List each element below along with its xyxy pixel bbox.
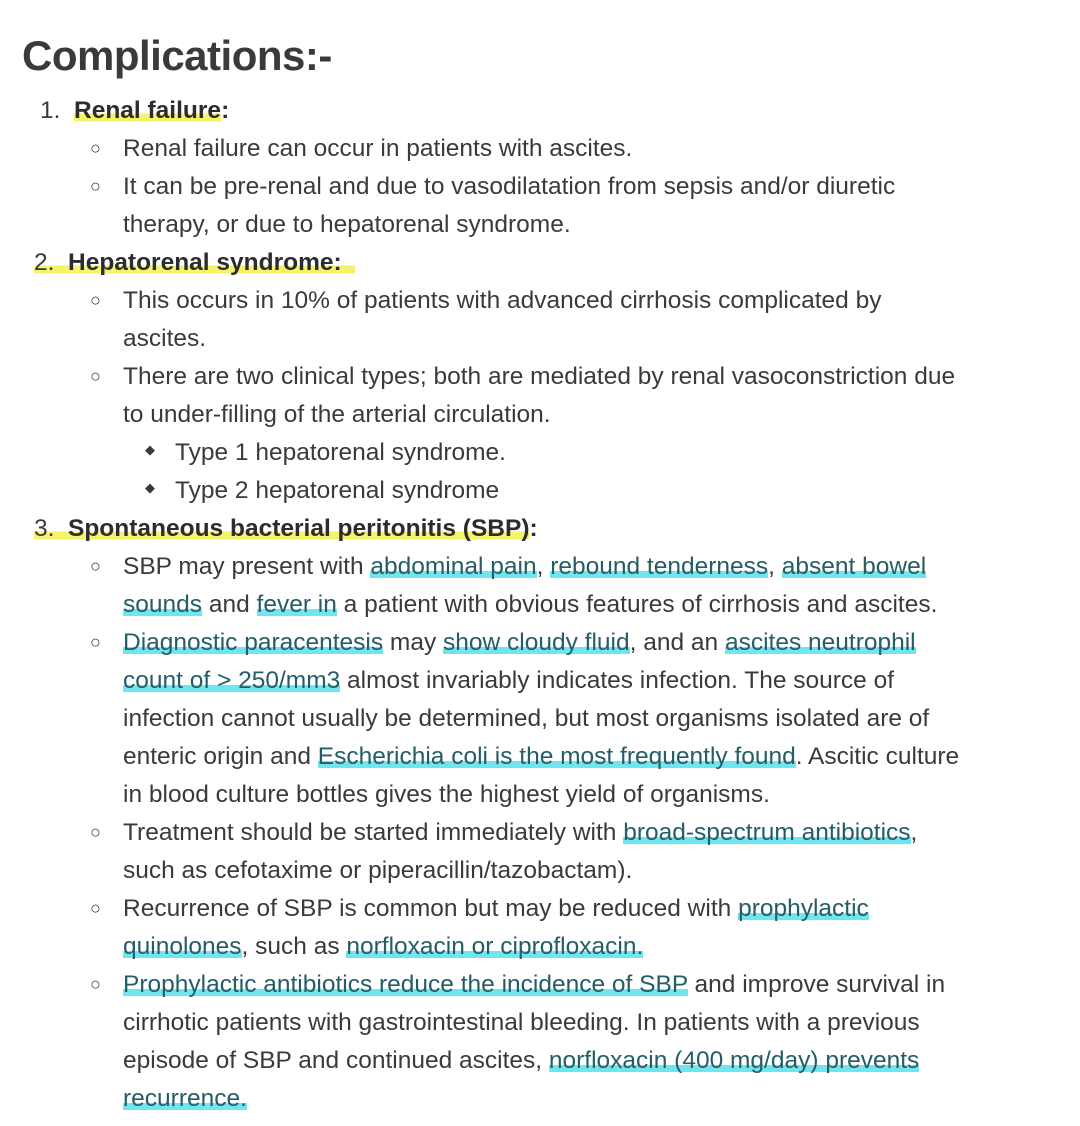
highlight: Prophylactic antibiotics reduce the incidence of SBP <box>123 971 688 998</box>
text: , <box>536 553 551 580</box>
highlight: fever in <box>256 591 337 618</box>
highlight: norfloxacin (400 mg/day) prevents <box>548 1047 920 1074</box>
text: , <box>768 553 782 580</box>
list-item-continuation <box>123 586 937 624</box>
list-item-continuation: infection cannot usually be determined, but most organisms isolated are of <box>123 705 930 732</box>
heading-text: Renal failure <box>74 97 222 124</box>
highlight: prophylactic <box>738 895 869 922</box>
text: , <box>910 819 918 846</box>
heading-text: Hepatorenal syndrome: <box>68 249 342 276</box>
section-heading-renal-failure <box>40 92 229 130</box>
heading-text: Spontaneous bacterial peritonitis (SBP) <box>68 515 530 542</box>
circle-bullet-icon: ○ <box>90 290 101 310</box>
section-number: 1. <box>40 97 61 124</box>
list-item: It can be pre-renal and due to vasodilatation from sepsis and/or diuretic <box>123 173 896 200</box>
list-item <box>123 814 917 852</box>
text: episode of SBP and continued ascites, <box>123 1047 549 1074</box>
list-item <box>123 624 916 662</box>
list-item: There are two clinical types; both are mediated by renal vasoconstriction due <box>123 363 956 390</box>
sub-list-item: Type 1 hepatorenal syndrome. <box>175 439 506 466</box>
text: may <box>383 629 444 656</box>
sub-list-item: Type 2 hepatorenal syndrome <box>175 477 500 504</box>
section-heading-hepatorenal <box>34 244 355 282</box>
text: almost invariably indicates infection. The source of <box>340 667 895 694</box>
list-item: Renal failure can occur in patients with ascites. <box>123 135 633 162</box>
circle-bullet-icon: ○ <box>90 898 101 918</box>
list-item-continuation: to under-filling of the arterial circulation. <box>123 401 551 428</box>
highlight: ascites neutrophil <box>724 629 916 656</box>
heading-suffix: : <box>529 515 538 542</box>
text: . Ascitic culture <box>795 743 960 770</box>
highlight: quinolones <box>123 933 242 960</box>
highlight: broad-spectrum antibiotics <box>623 819 911 846</box>
list-item-continuation <box>123 1042 919 1080</box>
section-number: 2. <box>34 249 55 276</box>
highlight: recurrence. <box>123 1085 247 1112</box>
list-item: This occurs in 10% of patients with advanced cirrhosis complicated by <box>123 287 882 314</box>
circle-bullet-icon: ○ <box>90 974 101 994</box>
circle-bullet-icon: ○ <box>90 632 101 652</box>
list-item-continuation <box>123 928 643 966</box>
highlight: Diagnostic paracentesis <box>123 629 384 656</box>
diamond-bullet-icon: ◆ <box>145 480 155 495</box>
heading-suffix: : <box>221 97 230 124</box>
list-item-continuation <box>123 1080 247 1118</box>
highlight: Escherichia coli is the most frequently found <box>317 743 796 770</box>
section-number: 3. <box>34 515 55 542</box>
highlight: rebound tenderness <box>550 553 769 580</box>
circle-bullet-icon: ○ <box>90 556 101 576</box>
highlight: absent bowel <box>781 553 927 580</box>
text: Recurrence of SBP is common but may be reduced with <box>123 895 739 922</box>
list-item-continuation: ascites. <box>123 325 207 352</box>
text: and <box>202 591 257 618</box>
list-item-continuation <box>123 662 894 700</box>
highlight: show cloudy fluid <box>443 629 630 656</box>
circle-bullet-icon: ○ <box>90 366 101 386</box>
text: , and an <box>629 629 725 656</box>
list-item <box>123 890 869 928</box>
highlight: norfloxacin or ciprofloxacin. <box>346 933 644 960</box>
text: , such as <box>241 933 347 960</box>
diamond-bullet-icon: ◆ <box>145 442 155 457</box>
section-heading-sbp <box>34 510 538 548</box>
text: SBP may present with <box>123 553 371 580</box>
text: a patient with obvious features of cirrhosis and ascites. <box>336 591 938 618</box>
circle-bullet-icon: ○ <box>90 822 101 842</box>
list-item-continuation: cirrhotic patients with gastrointestinal bleeding. In patients with a previous <box>123 1009 920 1036</box>
text: and improve survival in <box>687 971 946 998</box>
text: enteric origin and <box>123 743 318 770</box>
page-title: Complications:- <box>22 32 332 79</box>
highlight: count of > 250/mm3 <box>123 667 341 694</box>
circle-bullet-icon: ○ <box>90 138 101 158</box>
list-item <box>123 548 926 586</box>
text: Treatment should be started immediately with <box>123 819 624 846</box>
list-item-continuation <box>123 738 959 776</box>
highlight: abdominal pain <box>370 553 537 580</box>
list-item <box>123 966 945 1004</box>
circle-bullet-icon: ○ <box>90 176 101 196</box>
list-item-continuation: therapy, or due to hepatorenal syndrome. <box>123 211 571 238</box>
list-item-continuation: in blood culture bottles gives the highest yield of organisms. <box>123 781 770 808</box>
highlight: sounds <box>123 591 203 618</box>
list-item-continuation: such as cefotaxime or piperacillin/tazobactam). <box>123 857 633 884</box>
